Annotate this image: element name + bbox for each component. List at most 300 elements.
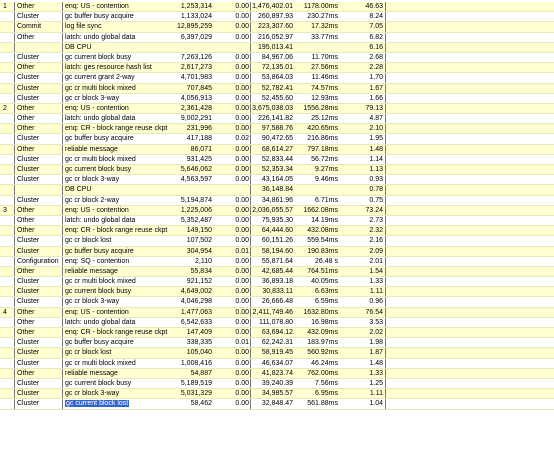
percent-db-time-cell[interactable]: 1.33	[340, 369, 386, 378]
percent-timeouts-cell[interactable]: 0.00	[235, 257, 249, 265]
waits-count-cell[interactable]: 105,040	[186, 349, 212, 357]
waits-count-cell[interactable]: 5,646,062	[180, 166, 212, 173]
percent-timeouts-cell[interactable]: 0.00	[235, 298, 249, 306]
avg-wait-cell[interactable]: 6.63ms	[315, 288, 338, 296]
percent-timeouts-cell[interactable]: 0.00	[235, 379, 249, 387]
total-wait-time-cell[interactable]: 53,864.03	[250, 73, 294, 82]
percent-timeouts-cell[interactable]: 0.00	[235, 53, 249, 61]
percent-timeouts-cell[interactable]: 0.00	[235, 400, 249, 408]
table-row[interactable]	[0, 338, 554, 348]
avg-wait-cell[interactable]: 40.05ms	[311, 278, 338, 286]
percent-timeouts-cell[interactable]: 0.00	[235, 13, 249, 21]
wait-class-cell[interactable]: Cluster	[14, 297, 62, 306]
waits-count-cell[interactable]: 931,425	[186, 155, 212, 163]
avg-wait-cell[interactable]: 25.12ms	[311, 115, 338, 123]
percent-db-time-cell[interactable]: 79.13	[340, 104, 386, 113]
avg-wait-cell[interactable]: 183.97ms	[307, 339, 338, 347]
wait-class-cell[interactable]: Cluster	[14, 53, 62, 62]
avg-wait-cell[interactable]: 1178.00ms	[303, 3, 338, 10]
avg-wait-cell[interactable]: 16.98ms	[311, 318, 338, 326]
percent-db-time-cell[interactable]: 1.11	[340, 389, 386, 398]
table-row[interactable]	[0, 165, 554, 175]
total-wait-time-cell[interactable]: 26,666.48	[250, 297, 294, 306]
percent-db-time-cell[interactable]: 1.14	[340, 155, 386, 164]
waits-count-cell[interactable]: 4,056,913	[180, 94, 212, 102]
wait-class-cell[interactable]: Cluster	[14, 359, 62, 368]
avg-wait-cell[interactable]: 6.71ms	[315, 196, 338, 204]
wait-class-cell[interactable]: Other	[14, 104, 62, 113]
event-name-cell[interactable]: gc cr multi block mixed	[62, 277, 172, 286]
waits-count-cell[interactable]: 707,845	[186, 84, 212, 92]
waits-count-cell[interactable]: 6,397,029	[180, 33, 212, 41]
wait-class-cell[interactable]: Cluster	[14, 12, 62, 21]
percent-db-time-cell[interactable]: 0.75	[340, 196, 386, 205]
total-wait-time-cell[interactable]: 55,871.64	[250, 257, 294, 266]
percent-db-time-cell[interactable]: 2.73	[340, 216, 386, 225]
percent-timeouts-cell[interactable]: 0.00	[235, 329, 249, 336]
avg-wait-cell[interactable]: 46.24ms	[311, 359, 338, 367]
event-name-cell[interactable]: gc current block busy	[62, 165, 172, 174]
waits-count-cell[interactable]: 1,253,314	[180, 3, 212, 10]
avg-wait-cell[interactable]: 56.72ms	[311, 155, 338, 163]
avg-wait-cell[interactable]: 11.46ms	[311, 74, 338, 82]
percent-timeouts-cell[interactable]: 0.00	[235, 369, 249, 377]
percent-db-time-cell[interactable]: 46.63	[340, 2, 386, 11]
table-row[interactable]	[0, 104, 554, 114]
table-row[interactable]	[0, 389, 554, 399]
percent-timeouts-cell[interactable]: 0.00	[235, 145, 249, 153]
waits-count-cell[interactable]: 417,188	[186, 135, 212, 143]
total-wait-time-cell[interactable]: 60,151.26	[250, 236, 294, 245]
total-wait-time-cell[interactable]: 226,141.82	[250, 114, 294, 123]
percent-db-time-cell[interactable]: 1.98	[340, 338, 386, 347]
avg-wait-cell[interactable]: 762.00ms	[307, 369, 338, 377]
waits-count-cell[interactable]: 86,071	[190, 145, 212, 153]
percent-timeouts-cell[interactable]: 0.00	[235, 3, 249, 10]
percent-db-time-cell[interactable]: 7.05	[340, 22, 386, 31]
wait-class-cell[interactable]: Cluster	[14, 338, 62, 347]
waits-count-cell[interactable]: 58,462	[190, 400, 212, 408]
total-wait-time-cell[interactable]: 64,444.60	[250, 226, 294, 235]
total-wait-time-cell[interactable]: 111,078.80	[250, 318, 294, 327]
event-name-cell[interactable]: gc cr block 2-way	[62, 196, 172, 205]
waits-count-cell[interactable]: 4,649,002	[180, 288, 212, 296]
total-wait-time-cell[interactable]: 52,353.34	[250, 165, 294, 174]
total-wait-time-cell[interactable]: 216,052.97	[250, 33, 294, 42]
wait-class-cell[interactable]: Cluster	[14, 196, 62, 205]
percent-timeouts-cell[interactable]: 0.00	[235, 104, 249, 112]
percent-timeouts-cell[interactable]: 0.01	[235, 339, 249, 347]
event-name-cell[interactable]: gc cr block lost	[62, 236, 172, 245]
percent-db-time-cell[interactable]: 73.24	[340, 206, 386, 215]
event-name-cell[interactable]: enq: US - contention	[62, 2, 172, 11]
percent-timeouts-cell[interactable]: 0.00	[235, 390, 249, 398]
total-wait-time-cell[interactable]: 68,614.27	[250, 145, 294, 154]
percent-db-time-cell[interactable]: 2.01	[340, 257, 386, 266]
event-name-cell[interactable]: latch: ges resource hash list	[62, 63, 172, 72]
table-row[interactable]	[0, 226, 554, 236]
percent-timeouts-cell[interactable]: 0.00	[235, 308, 249, 316]
event-name-cell[interactable]: latch: undo global data	[62, 318, 172, 327]
event-name-cell[interactable]: reliable message	[62, 267, 172, 276]
avg-wait-cell[interactable]: 216.86ms	[307, 135, 338, 143]
table-row[interactable]	[0, 257, 554, 267]
total-wait-time-cell[interactable]: 84,967.06	[250, 53, 294, 62]
total-wait-time-cell[interactable]: 90,472.65	[250, 134, 294, 143]
instance-number-cell[interactable]: 2	[3, 104, 7, 112]
event-name-cell[interactable]: gc cr block 3-way	[62, 389, 172, 398]
table-row[interactable]	[0, 114, 554, 124]
percent-timeouts-cell[interactable]	[214, 185, 250, 194]
table-row[interactable]	[0, 287, 554, 297]
table-row[interactable]	[0, 399, 554, 409]
table-row[interactable]	[0, 73, 554, 83]
table-row[interactable]	[0, 124, 554, 134]
waits-count-cell[interactable]: 5,352,487	[180, 216, 212, 224]
percent-db-time-cell[interactable]: 1.48	[340, 145, 386, 154]
waits-count-cell[interactable]: 6,542,633	[180, 318, 212, 326]
total-wait-time-cell[interactable]: 58,919.45	[250, 348, 294, 357]
waits-count-cell[interactable]: 5,189,519	[180, 379, 212, 387]
table-row[interactable]	[0, 53, 554, 63]
avg-wait-cell[interactable]: 559.54ms	[307, 237, 338, 245]
wait-class-cell[interactable]: Cluster	[14, 94, 62, 103]
percent-timeouts-cell[interactable]: 0.00	[235, 196, 249, 204]
percent-db-time-cell[interactable]: 8.24	[340, 12, 386, 21]
wait-class-cell[interactable]	[14, 185, 62, 194]
percent-db-time-cell[interactable]: 0.96	[340, 297, 386, 306]
total-wait-time-cell[interactable]: 195,013.41	[250, 43, 294, 52]
event-name-cell[interactable]: enq: US - contention	[62, 308, 172, 317]
waits-count-cell[interactable]: 149,150	[186, 227, 212, 235]
table-row[interactable]	[0, 379, 554, 389]
wait-class-cell[interactable]: Other	[14, 114, 62, 123]
total-wait-time-cell[interactable]: 58,194.60	[250, 247, 294, 256]
table-row[interactable]	[0, 145, 554, 155]
percent-db-time-cell[interactable]: 1.13	[340, 165, 386, 174]
waits-count-cell[interactable]: 2,110	[195, 257, 212, 265]
percent-timeouts-cell[interactable]: 0.00	[235, 74, 249, 82]
wait-class-cell[interactable]: Cluster	[14, 247, 62, 256]
percent-db-time-cell[interactable]: 3.53	[340, 318, 386, 327]
total-wait-time-cell[interactable]: 43,164.05	[250, 175, 294, 184]
avg-wait-cell[interactable]: 560.92ms	[307, 349, 338, 357]
event-name-cell[interactable]: reliable message	[62, 369, 172, 378]
total-wait-time-cell[interactable]: 3,675,038.03	[250, 104, 294, 113]
avg-wait-cell[interactable]: 9.46ms	[315, 176, 338, 184]
wait-class-cell[interactable]: Other	[14, 318, 62, 327]
avg-wait-cell[interactable]: 561.88ms	[307, 400, 338, 408]
event-name-cell[interactable]: latch: undo global data	[62, 33, 172, 42]
event-name-cell[interactable]: DB CPU	[62, 185, 172, 194]
waits-count-cell[interactable]: 4,563,597	[180, 176, 212, 184]
event-name-cell[interactable]: enq: US - contention	[62, 104, 172, 113]
percent-db-time-cell[interactable]: 1.95	[340, 134, 386, 143]
avg-wait-cell[interactable]	[294, 43, 340, 52]
percent-db-time-cell[interactable]: 1.48	[340, 359, 386, 368]
event-name-cell[interactable]: DB CPU	[62, 43, 172, 52]
avg-wait-cell[interactable]: 6.59ms	[315, 298, 338, 306]
percent-db-time-cell[interactable]: 2.28	[340, 63, 386, 72]
wait-class-cell[interactable]: Commit	[14, 22, 62, 31]
avg-wait-cell[interactable]: 11.70ms	[311, 53, 338, 61]
table-row[interactable]	[0, 277, 554, 287]
table-row[interactable]	[0, 348, 554, 358]
waits-count-cell[interactable]: 147,409	[186, 329, 212, 336]
percent-timeouts-cell[interactable]: 0.00	[235, 216, 249, 224]
percent-db-time-cell[interactable]: 1.54	[340, 267, 386, 276]
waits-count-cell[interactable]: 5,194,874	[180, 196, 212, 204]
wait-class-cell[interactable]: Other	[14, 63, 62, 72]
percent-db-time-cell[interactable]: 6.82	[340, 33, 386, 42]
percent-db-time-cell[interactable]: 1.70	[340, 73, 386, 82]
event-name-cell[interactable]: gc cr block lost	[62, 348, 172, 357]
event-name-cell[interactable]: gc cr multi block mixed	[62, 359, 172, 368]
avg-wait-cell[interactable]: 1662.08ms	[303, 206, 338, 214]
percent-db-time-cell[interactable]: 2.02	[340, 328, 386, 337]
percent-db-time-cell[interactable]: 2.16	[340, 236, 386, 245]
percent-db-time-cell[interactable]: 1.87	[340, 348, 386, 357]
percent-db-time-cell[interactable]: 6.16	[340, 43, 386, 52]
percent-timeouts-cell[interactable]: 0.00	[235, 125, 249, 133]
percent-timeouts-cell[interactable]: 0.00	[235, 176, 249, 184]
total-wait-time-cell[interactable]: 62,242.31	[250, 338, 294, 347]
event-name-cell[interactable]: latch: undo global data	[62, 216, 172, 225]
waits-count-cell[interactable]: 55,834	[190, 267, 212, 275]
event-name-cell[interactable]: gc buffer busy acquire	[62, 338, 172, 347]
total-wait-time-cell[interactable]: 75,935.30	[250, 216, 294, 225]
waits-count-cell[interactable]: 2,617,273	[180, 64, 212, 72]
instance-number-cell[interactable]: 3	[3, 206, 7, 214]
event-name-cell[interactable]: log file sync	[62, 22, 172, 31]
table-row[interactable]	[0, 84, 554, 94]
wait-class-cell[interactable]: Cluster	[14, 236, 62, 245]
waits-count-cell[interactable]: 338,335	[186, 339, 212, 347]
avg-wait-cell[interactable]: 7.56ms	[315, 379, 338, 387]
event-name-cell[interactable]: gc cr multi block mixed	[62, 84, 172, 93]
avg-wait-cell[interactable]	[294, 185, 340, 194]
total-wait-time-cell[interactable]: 52,782.41	[250, 84, 294, 93]
total-wait-time-cell[interactable]: 30,833.11	[250, 287, 294, 296]
event-name-cell[interactable]: gc cr block 3-way	[62, 175, 172, 184]
wait-class-cell[interactable]: Cluster	[14, 287, 62, 296]
total-wait-time-cell[interactable]: 39,240.39	[250, 379, 294, 388]
wait-class-cell[interactable]	[14, 43, 62, 52]
percent-db-time-cell[interactable]: 2.68	[340, 53, 386, 62]
waits-count-cell[interactable]: 5,031,329	[180, 390, 212, 398]
event-name-cell[interactable]: gc cr multi block mixed	[62, 155, 172, 164]
percent-db-time-cell[interactable]: 2.32	[340, 226, 386, 235]
waits-count-cell[interactable]: 54,887	[190, 369, 212, 377]
waits-count-cell[interactable]: 107,502	[186, 237, 212, 245]
event-name-cell[interactable]: reliable message	[62, 145, 172, 154]
table-row[interactable]	[0, 33, 554, 43]
wait-class-cell[interactable]: Configuration	[14, 257, 62, 266]
avg-wait-cell[interactable]: 432.08ms	[307, 227, 338, 235]
event-name-cell[interactable]: gc cr block 3-way	[62, 94, 172, 103]
percent-timeouts-cell[interactable]: 0.00	[235, 318, 249, 326]
event-name-cell[interactable]: gc buffer busy acquire	[62, 134, 172, 143]
table-row[interactable]	[0, 318, 554, 328]
percent-timeouts-cell[interactable]: 0.00	[235, 64, 249, 72]
total-wait-time-cell[interactable]: 223,307.60	[250, 22, 294, 31]
table-row[interactable]	[0, 94, 554, 104]
total-wait-time-cell[interactable]: 72,135.01	[250, 63, 294, 72]
avg-wait-cell[interactable]: 1556.28ms	[303, 104, 338, 112]
percent-db-time-cell[interactable]: 1.66	[340, 94, 386, 103]
wait-class-cell[interactable]: Cluster	[14, 175, 62, 184]
percent-db-time-cell[interactable]: 0.93	[340, 175, 386, 184]
waits-count-cell[interactable]: 1,008,416	[180, 359, 212, 367]
waits-count-cell[interactable]: 921,152	[186, 278, 212, 286]
event-name-cell[interactable]: latch: undo global data	[62, 114, 172, 123]
avg-wait-cell[interactable]: 33.77ms	[311, 33, 338, 41]
waits-count-cell[interactable]: 1,477,063	[180, 308, 212, 316]
percent-timeouts-cell[interactable]: 0.00	[235, 33, 249, 41]
percent-timeouts-cell[interactable]: 0.00	[235, 359, 249, 367]
wait-class-cell[interactable]: Cluster	[14, 348, 62, 357]
avg-wait-cell[interactable]: 6.95ms	[315, 390, 338, 398]
percent-timeouts-cell[interactable]: 0.00	[235, 155, 249, 163]
wait-class-cell[interactable]: Other	[14, 267, 62, 276]
percent-timeouts-cell[interactable]: 0.02	[235, 135, 249, 143]
event-name-cell[interactable]: enq: CR - block range reuse ckpt	[62, 328, 172, 337]
avg-wait-cell[interactable]: 9.27ms	[315, 166, 338, 173]
avg-wait-cell[interactable]: 230.27ms	[307, 13, 338, 21]
waits-count-cell[interactable]: 7,263,126	[180, 53, 212, 61]
total-wait-time-cell[interactable]: 34,861.96	[250, 196, 294, 205]
event-name-cell[interactable]: gc cr block 3-way	[62, 297, 172, 306]
percent-timeouts-cell[interactable]: 0.00	[235, 115, 249, 123]
table-row[interactable]	[0, 196, 554, 206]
wait-class-cell[interactable]: Cluster	[14, 84, 62, 93]
table-row[interactable]	[0, 43, 554, 53]
instance-number-cell[interactable]: 4	[3, 308, 7, 316]
avg-wait-cell[interactable]: 764.51ms	[307, 267, 338, 275]
total-wait-time-cell[interactable]: 52,455.60	[250, 94, 294, 103]
waits-count-cell[interactable]: 4,046,298	[180, 298, 212, 306]
waits-count-cell[interactable]	[172, 185, 214, 194]
total-wait-time-cell[interactable]: 2,036,055.57	[250, 206, 294, 215]
total-wait-time-cell[interactable]: 1,476,402.01	[250, 2, 294, 11]
percent-timeouts-cell[interactable]: 0.00	[235, 84, 249, 92]
event-name-cell[interactable]: enq: US - contention	[62, 206, 172, 215]
total-wait-time-cell[interactable]: 41,823.74	[250, 369, 294, 378]
total-wait-time-cell[interactable]: 63,694.12	[250, 328, 294, 337]
percent-timeouts-cell[interactable]: 0.01	[235, 247, 249, 255]
wait-class-cell[interactable]: Other	[14, 206, 62, 215]
wait-class-cell[interactable]: Cluster	[14, 277, 62, 286]
wait-class-cell[interactable]: Other	[14, 33, 62, 42]
percent-db-time-cell[interactable]: 76.54	[340, 308, 386, 317]
table-row[interactable]	[0, 297, 554, 307]
event-name-cell[interactable]: gc current block busy	[62, 287, 172, 296]
percent-timeouts-cell[interactable]: 0.00	[235, 288, 249, 296]
wait-class-cell[interactable]: Cluster	[14, 379, 62, 388]
percent-timeouts-cell[interactable]: 0.00	[235, 166, 249, 173]
percent-db-time-cell[interactable]: 1.11	[340, 287, 386, 296]
avg-wait-cell[interactable]: 420.65ms	[307, 125, 338, 133]
wait-class-cell[interactable]: Other	[14, 328, 62, 337]
wait-class-cell[interactable]: Cluster	[14, 134, 62, 143]
event-name-cell[interactable]: gc current block busy	[62, 379, 172, 388]
total-wait-time-cell[interactable]: 52,833.44	[250, 155, 294, 164]
percent-db-time-cell[interactable]: 1.04	[340, 399, 386, 408]
percent-timeouts-cell[interactable]: 0.00	[235, 237, 249, 245]
percent-db-time-cell[interactable]: 0.78	[340, 185, 386, 194]
total-wait-time-cell[interactable]: 36,893.18	[250, 277, 294, 286]
total-wait-time-cell[interactable]: 46,634.07	[250, 359, 294, 368]
total-wait-time-cell[interactable]: 2,411,749.46	[250, 308, 294, 317]
total-wait-time-cell[interactable]: 260,897.93	[250, 12, 294, 21]
avg-wait-cell[interactable]: 797.18ms	[307, 145, 338, 153]
event-name-cell[interactable]: gc buffer busy acquire	[62, 12, 172, 21]
avg-wait-cell[interactable]: 12.93ms	[311, 94, 338, 102]
event-name-cell[interactable]: enq: SQ - contention	[62, 257, 172, 266]
wait-class-cell[interactable]: Other	[14, 216, 62, 225]
event-name-cell[interactable]: enq: CR - block range reuse ckpt	[62, 124, 172, 133]
percent-timeouts-cell[interactable]: 0.00	[235, 94, 249, 102]
waits-count-cell[interactable]: 1,225,006	[180, 206, 212, 214]
wait-class-cell[interactable]: Cluster	[14, 165, 62, 174]
avg-wait-cell[interactable]: 17.32ms	[311, 23, 338, 31]
percent-timeouts-cell[interactable]: 0.00	[235, 349, 249, 357]
total-wait-time-cell[interactable]: 97,588.76	[250, 124, 294, 133]
percent-timeouts-cell[interactable]: 0.00	[235, 206, 249, 214]
selected-text[interactable]: gc current block lost	[66, 400, 129, 408]
percent-db-time-cell[interactable]: 1.33	[340, 277, 386, 286]
percent-timeouts-cell[interactable]: 0.00	[235, 267, 249, 275]
waits-count-cell[interactable]: 1,133,024	[180, 13, 212, 21]
table-row[interactable]	[0, 175, 554, 185]
avg-wait-cell[interactable]: 1632.80ms	[303, 308, 338, 316]
percent-db-time-cell[interactable]: 2.09	[340, 247, 386, 256]
wait-class-cell[interactable]: Other	[14, 226, 62, 235]
waits-count-cell[interactable]: 12,895,259	[176, 23, 212, 31]
avg-wait-cell[interactable]: 74.57ms	[311, 84, 338, 92]
wait-class-cell[interactable]: Other	[14, 369, 62, 378]
waits-count-cell[interactable]: 304,954	[186, 247, 212, 255]
table-row[interactable]	[0, 134, 554, 144]
avg-wait-cell[interactable]: 14.19ms	[311, 216, 338, 224]
instance-number-cell[interactable]: 1	[3, 3, 7, 10]
wait-class-cell[interactable]: Cluster	[14, 73, 62, 82]
table-row[interactable]	[0, 308, 554, 318]
percent-timeouts-cell[interactable]: 0.00	[235, 23, 249, 31]
total-wait-time-cell[interactable]: 36,148.84	[250, 185, 294, 194]
percent-timeouts-cell[interactable]: 0.00	[235, 278, 249, 286]
total-wait-time-cell[interactable]: 42,685.44	[250, 267, 294, 276]
table-row[interactable]	[0, 359, 554, 369]
wait-class-cell[interactable]: Cluster	[14, 155, 62, 164]
percent-db-time-cell[interactable]: 4.87	[340, 114, 386, 123]
waits-count-cell[interactable]	[172, 43, 214, 52]
wait-class-cell[interactable]: Cluster	[14, 389, 62, 398]
table-row[interactable]	[0, 63, 554, 73]
waits-count-cell[interactable]: 4,701,983	[180, 74, 212, 82]
avg-wait-cell[interactable]: 26.48 s	[315, 257, 338, 265]
event-name-cell[interactable]: gc current block busy	[62, 53, 172, 62]
table-row[interactable]	[0, 267, 554, 277]
wait-class-cell[interactable]: Cluster	[14, 399, 62, 408]
percent-timeouts-cell[interactable]: 0.00	[235, 227, 249, 235]
event-name-cell[interactable]: gc current grant 2-way	[62, 73, 172, 82]
table-row[interactable]	[0, 328, 554, 338]
table-row[interactable]	[0, 369, 554, 379]
event-name-cell[interactable]: enq: CR - block range reuse ckpt	[62, 226, 172, 235]
avg-wait-cell[interactable]: 432.09ms	[307, 329, 338, 336]
table-row[interactable]	[0, 185, 554, 195]
